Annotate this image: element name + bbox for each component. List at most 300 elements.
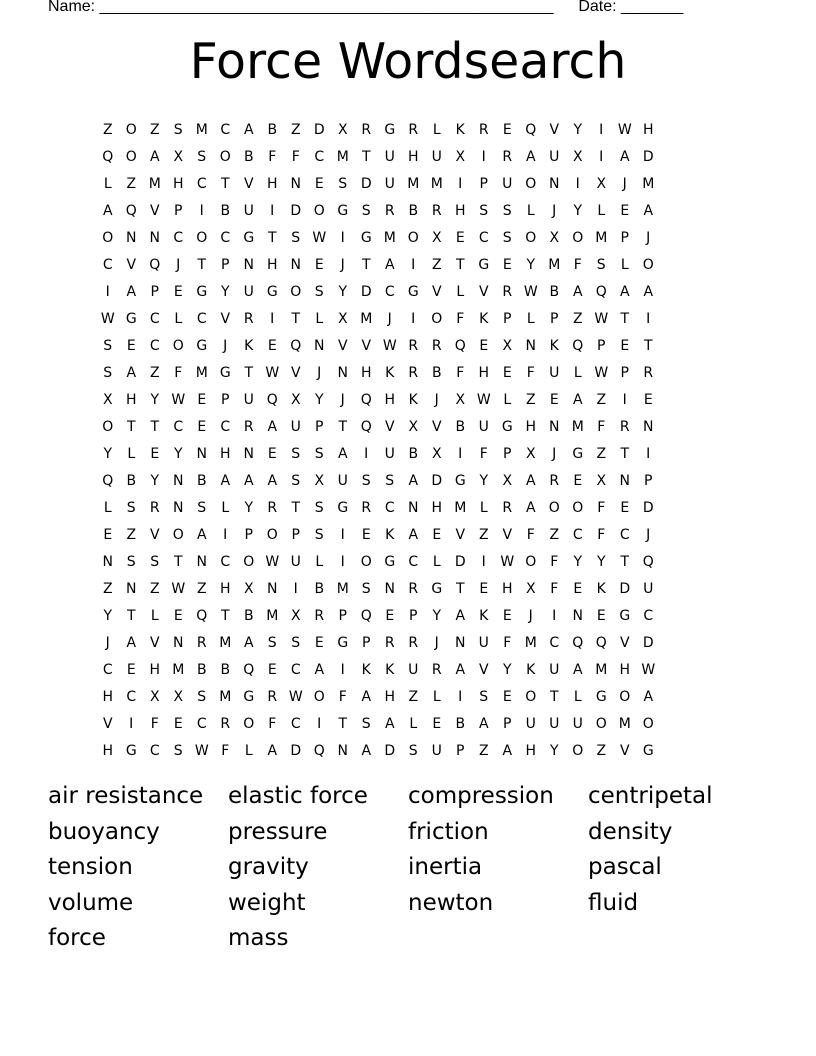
grid-letter[interactable]: G [196, 337, 208, 354]
grid-letter[interactable]: C [643, 607, 654, 624]
grid-letter[interactable]: G [384, 121, 396, 138]
grid-letter[interactable]: L [597, 202, 606, 219]
grid-letter[interactable]: W [594, 310, 609, 327]
grid-letter[interactable]: C [384, 499, 395, 516]
grid-letter[interactable]: R [314, 607, 325, 624]
grid-letter[interactable]: V [619, 742, 630, 759]
grid-letter[interactable]: P [338, 607, 347, 624]
grid-letter[interactable]: E [385, 607, 395, 624]
grid-letter[interactable]: F [526, 526, 535, 543]
grid-letter[interactable]: H [219, 445, 231, 462]
grid-letter[interactable]: E [267, 661, 277, 678]
grid-letter[interactable]: Z [572, 310, 583, 327]
grid-letter[interactable]: G [337, 499, 349, 516]
grid-letter[interactable]: P [503, 445, 512, 462]
grid-letter[interactable]: N [549, 175, 560, 192]
grid-letter[interactable]: V [290, 364, 301, 381]
grid-letter[interactable]: E [197, 391, 207, 408]
grid-letter[interactable]: T [291, 310, 301, 327]
grid-letter[interactable]: R [267, 499, 278, 516]
grid-letter[interactable]: Y [479, 472, 489, 489]
grid-letter[interactable]: E [267, 445, 277, 462]
grid-letter[interactable]: E [643, 391, 653, 408]
grid-letter[interactable]: I [199, 202, 204, 219]
grid-letter[interactable]: P [150, 283, 159, 300]
grid-letter[interactable]: O [290, 283, 302, 300]
grid-letter[interactable]: Y [573, 553, 583, 570]
grid-letter[interactable]: L [409, 715, 418, 732]
grid-letter[interactable]: X [243, 580, 254, 597]
grid-letter[interactable]: L [573, 364, 582, 381]
grid-letter[interactable]: S [385, 472, 395, 489]
grid-letter[interactable]: W [265, 364, 280, 381]
grid-letter[interactable]: J [434, 391, 439, 408]
grid-letter[interactable]: H [172, 175, 184, 192]
grid-letter[interactable]: L [573, 688, 582, 705]
grid-letter[interactable]: X [455, 391, 466, 408]
grid-letter[interactable]: V [337, 337, 348, 354]
grid-letter[interactable]: Z [149, 580, 160, 597]
grid-letter[interactable]: V [149, 202, 160, 219]
grid-letter[interactable]: X [314, 472, 325, 489]
grid-letter[interactable]: J [317, 364, 322, 381]
grid-letter[interactable]: E [620, 337, 630, 354]
grid-letter[interactable]: D [619, 580, 631, 597]
grid-letter[interactable]: C [102, 661, 113, 678]
grid-letter[interactable]: C [220, 418, 231, 435]
grid-letter[interactable]: M [172, 661, 185, 678]
grid-letter[interactable]: N [102, 553, 113, 570]
grid-letter[interactable]: Y [244, 499, 254, 516]
grid-letter[interactable]: T [267, 229, 277, 246]
grid-letter[interactable]: X [525, 445, 536, 462]
grid-letter[interactable]: Q [313, 742, 325, 759]
grid-letter[interactable]: X [525, 580, 536, 597]
grid-letter[interactable]: T [455, 580, 465, 597]
grid-letter[interactable]: D [360, 283, 372, 300]
grid-letter[interactable]: L [526, 202, 535, 219]
grid-letter[interactable]: P [362, 634, 371, 651]
grid-letter[interactable]: A [314, 661, 325, 678]
grid-letter[interactable]: A [243, 634, 254, 651]
grid-letter[interactable]: Y [150, 472, 160, 489]
grid-letter[interactable]: M [195, 121, 208, 138]
grid-letter[interactable]: N [126, 229, 137, 246]
grid-letter[interactable]: N [290, 256, 301, 273]
grid-letter[interactable]: T [620, 310, 630, 327]
grid-letter[interactable]: F [174, 364, 183, 381]
grid-letter[interactable]: A [361, 742, 372, 759]
grid-letter[interactable]: I [599, 148, 604, 165]
grid-letter[interactable]: E [479, 337, 489, 354]
grid-letter[interactable]: R [643, 364, 654, 381]
grid-letter[interactable]: V [102, 715, 113, 732]
grid-letter[interactable]: N [337, 742, 348, 759]
grid-letter[interactable]: G [125, 310, 137, 327]
grid-letter[interactable]: P [244, 526, 253, 543]
grid-letter[interactable]: R [220, 715, 231, 732]
grid-letter[interactable]: F [291, 148, 300, 165]
grid-letter[interactable]: N [384, 580, 395, 597]
grid-letter[interactable]: G [595, 688, 607, 705]
grid-letter[interactable]: M [407, 175, 420, 192]
grid-letter[interactable]: Q [290, 337, 302, 354]
grid-letter[interactable]: B [243, 607, 254, 624]
grid-letter[interactable]: P [620, 364, 629, 381]
grid-letter[interactable]: M [336, 580, 349, 597]
grid-letter[interactable]: E [502, 256, 512, 273]
grid-letter[interactable]: O [266, 526, 278, 543]
grid-letter[interactable]: Q [572, 634, 584, 651]
grid-letter[interactable]: Y [573, 121, 583, 138]
grid-letter[interactable]: Q [595, 283, 607, 300]
grid-letter[interactable]: X [596, 175, 607, 192]
grid-letter[interactable]: G [337, 202, 349, 219]
grid-letter[interactable]: X [455, 148, 466, 165]
grid-letter[interactable]: E [103, 526, 113, 543]
grid-letter[interactable]: B [455, 715, 466, 732]
grid-letter[interactable]: M [360, 310, 373, 327]
grid-letter[interactable]: R [361, 121, 372, 138]
grid-letter[interactable]: Z [596, 742, 607, 759]
grid-letter[interactable]: V [243, 175, 254, 192]
grid-letter[interactable]: T [620, 553, 630, 570]
grid-letter[interactable]: A [643, 283, 654, 300]
grid-letter[interactable]: I [458, 445, 463, 462]
grid-letter[interactable]: P [315, 418, 324, 435]
grid-letter[interactable]: A [408, 526, 419, 543]
grid-letter[interactable]: I [105, 283, 110, 300]
grid-letter[interactable]: M [524, 634, 537, 651]
grid-letter[interactable]: A [619, 148, 630, 165]
grid-letter[interactable]: X [549, 229, 560, 246]
grid-letter[interactable]: V [549, 121, 560, 138]
grid-letter[interactable]: D [431, 472, 443, 489]
grid-letter[interactable]: A [455, 661, 466, 678]
grid-letter[interactable]: S [361, 580, 371, 597]
grid-letter[interactable]: O [525, 553, 537, 570]
grid-letter[interactable]: S [197, 688, 207, 705]
grid-letter[interactable]: W [171, 580, 186, 597]
grid-letter[interactable]: W [500, 553, 515, 570]
grid-letter[interactable]: H [431, 499, 443, 516]
grid-letter[interactable]: X [596, 472, 607, 489]
grid-letter[interactable]: F [597, 526, 606, 543]
grid-letter[interactable]: A [572, 391, 583, 408]
grid-letter[interactable]: P [221, 256, 230, 273]
grid-letter[interactable]: S [197, 148, 207, 165]
grid-letter[interactable]: G [243, 229, 255, 246]
grid-letter[interactable]: G [642, 742, 654, 759]
grid-letter[interactable]: O [595, 715, 607, 732]
grid-letter[interactable]: T [197, 256, 207, 273]
grid-letter[interactable]: J [552, 445, 557, 462]
grid-letter[interactable]: A [502, 742, 513, 759]
grid-letter[interactable]: Z [478, 526, 489, 543]
grid-letter[interactable]: A [455, 607, 466, 624]
grid-letter[interactable]: T [361, 256, 371, 273]
grid-letter[interactable]: C [619, 526, 630, 543]
grid-letter[interactable]: E [432, 715, 442, 732]
grid-letter[interactable]: R [619, 418, 630, 435]
grid-letter[interactable]: Q [243, 661, 255, 678]
grid-letter[interactable]: I [129, 715, 134, 732]
grid-letter[interactable]: B [126, 472, 137, 489]
grid-letter[interactable]: S [338, 175, 348, 192]
grid-letter[interactable]: X [502, 472, 513, 489]
grid-letter[interactable]: V [478, 661, 489, 678]
grid-letter[interactable]: Q [454, 337, 466, 354]
grid-letter[interactable]: Z [431, 256, 442, 273]
grid-letter[interactable]: P [291, 526, 300, 543]
grid-letter[interactable]: U [549, 364, 560, 381]
grid-letter[interactable]: E [173, 283, 183, 300]
grid-letter[interactable]: K [361, 661, 371, 678]
grid-letter[interactable]: Y [338, 283, 348, 300]
grid-letter[interactable]: S [502, 202, 512, 219]
grid-letter[interactable]: C [102, 256, 113, 273]
grid-letter[interactable]: S [173, 742, 183, 759]
grid-letter[interactable]: R [431, 202, 442, 219]
grid-letter[interactable]: S [291, 229, 301, 246]
grid-letter[interactable]: F [597, 418, 606, 435]
grid-letter[interactable]: F [456, 310, 465, 327]
grid-letter[interactable]: I [646, 310, 651, 327]
grid-letter[interactable]: B [196, 472, 207, 489]
grid-letter[interactable]: D [384, 742, 396, 759]
grid-letter[interactable]: M [195, 364, 208, 381]
grid-letter[interactable]: T [220, 607, 230, 624]
grid-letter[interactable]: Z [102, 121, 113, 138]
grid-letter[interactable]: C [149, 742, 160, 759]
grid-letter[interactable]: C [173, 229, 184, 246]
grid-letter[interactable]: Z [596, 445, 607, 462]
grid-letter[interactable]: S [126, 499, 136, 516]
grid-letter[interactable]: F [526, 364, 535, 381]
grid-letter[interactable]: G [478, 256, 490, 273]
grid-letter[interactable]: I [293, 580, 298, 597]
grid-letter[interactable]: L [315, 310, 324, 327]
grid-letter[interactable]: C [408, 553, 419, 570]
grid-letter[interactable]: S [479, 202, 489, 219]
grid-letter[interactable]: A [408, 472, 419, 489]
grid-letter[interactable]: I [411, 256, 416, 273]
grid-letter[interactable]: H [384, 391, 396, 408]
grid-letter[interactable]: E [126, 337, 136, 354]
grid-letter[interactable]: W [171, 391, 186, 408]
grid-letter[interactable]: G [243, 688, 255, 705]
grid-letter[interactable]: Y [150, 391, 160, 408]
grid-letter[interactable]: A [337, 445, 348, 462]
grid-letter[interactable]: S [314, 445, 324, 462]
grid-letter[interactable]: O [102, 229, 114, 246]
grid-letter[interactable]: F [573, 256, 582, 273]
grid-letter[interactable]: R [502, 283, 513, 300]
grid-letter[interactable]: O [619, 688, 631, 705]
grid-letter[interactable]: W [476, 391, 491, 408]
grid-letter[interactable]: M [383, 229, 396, 246]
grid-letter[interactable]: Q [125, 202, 137, 219]
grid-letter[interactable]: X [173, 688, 184, 705]
grid-letter[interactable]: B [455, 418, 466, 435]
grid-letter[interactable]: Q [360, 391, 372, 408]
grid-letter[interactable]: H [149, 661, 161, 678]
grid-letter[interactable]: C [384, 283, 395, 300]
grid-letter[interactable]: I [411, 310, 416, 327]
grid-letter[interactable]: A [572, 283, 583, 300]
grid-letter[interactable]: C [478, 229, 489, 246]
grid-letter[interactable]: A [478, 715, 489, 732]
grid-letter[interactable]: Z [478, 742, 489, 759]
grid-letter[interactable]: Y [103, 607, 113, 624]
grid-letter[interactable]: Z [196, 580, 207, 597]
grid-letter[interactable]: T [549, 688, 559, 705]
grid-letter[interactable]: L [479, 499, 488, 516]
grid-letter[interactable]: V [149, 634, 160, 651]
grid-letter[interactable]: W [641, 661, 656, 678]
grid-letter[interactable]: O [525, 229, 537, 246]
grid-letter[interactable]: N [196, 445, 207, 462]
grid-letter[interactable]: A [102, 202, 113, 219]
grid-letter[interactable]: J [646, 229, 651, 246]
grid-letter[interactable]: X [173, 148, 184, 165]
grid-letter[interactable]: K [408, 391, 418, 408]
grid-letter[interactable]: L [221, 499, 230, 516]
grid-letter[interactable]: E [573, 580, 583, 597]
grid-letter[interactable]: T [338, 418, 348, 435]
grid-letter[interactable]: A [126, 364, 137, 381]
grid-letter[interactable]: O [219, 148, 231, 165]
grid-letter[interactable]: U [431, 148, 442, 165]
grid-letter[interactable]: Q [266, 391, 278, 408]
grid-letter[interactable]: L [432, 121, 441, 138]
grid-letter[interactable]: R [149, 499, 160, 516]
grid-letter[interactable]: D [642, 148, 654, 165]
grid-letter[interactable]: T [455, 256, 465, 273]
grid-letter[interactable]: R [361, 499, 372, 516]
grid-letter[interactable]: W [312, 229, 327, 246]
grid-letter[interactable]: G [407, 283, 419, 300]
grid-letter[interactable]: K [596, 580, 606, 597]
grid-letter[interactable]: R [502, 148, 513, 165]
grid-letter[interactable]: R [408, 337, 419, 354]
grid-letter[interactable]: G [431, 580, 443, 597]
grid-letter[interactable]: F [550, 553, 559, 570]
grid-letter[interactable]: F [456, 364, 465, 381]
grid-letter[interactable]: H [454, 202, 466, 219]
grid-letter[interactable]: E [361, 526, 371, 543]
grid-letter[interactable]: Z [408, 688, 419, 705]
grid-letter[interactable]: R [502, 499, 513, 516]
grid-letter[interactable]: G [384, 553, 396, 570]
grid-letter[interactable]: O [572, 742, 584, 759]
grid-letter[interactable]: T [150, 418, 160, 435]
grid-letter[interactable]: P [620, 229, 629, 246]
grid-letter[interactable]: H [266, 256, 278, 273]
grid-letter[interactable]: H [619, 661, 631, 678]
grid-letter[interactable]: U [572, 715, 583, 732]
grid-letter[interactable]: C [196, 715, 207, 732]
grid-letter[interactable]: S [361, 202, 371, 219]
grid-letter[interactable]: U [408, 661, 419, 678]
grid-letter[interactable]: E [455, 229, 465, 246]
grid-letter[interactable]: T [338, 715, 348, 732]
grid-letter[interactable]: N [408, 499, 419, 516]
date-field[interactable]: _______ [621, 0, 684, 15]
grid-letter[interactable]: Y [549, 742, 559, 759]
grid-letter[interactable]: H [360, 364, 372, 381]
grid-letter[interactable]: Y [220, 283, 230, 300]
grid-letter[interactable]: I [317, 715, 322, 732]
grid-letter[interactable]: N [173, 472, 184, 489]
grid-letter[interactable]: T [173, 553, 183, 570]
grid-letter[interactable]: B [549, 283, 560, 300]
grid-letter[interactable]: N [643, 418, 654, 435]
grid-letter[interactable]: Q [360, 607, 372, 624]
grid-letter[interactable]: T [126, 607, 136, 624]
grid-letter[interactable]: R [408, 580, 419, 597]
grid-letter[interactable]: A [619, 283, 630, 300]
grid-letter[interactable]: O [313, 202, 325, 219]
grid-letter[interactable]: M [430, 175, 443, 192]
grid-letter[interactable]: J [340, 256, 345, 273]
grid-letter[interactable]: H [266, 175, 278, 192]
grid-letter[interactable]: M [219, 634, 232, 651]
grid-letter[interactable]: L [103, 175, 112, 192]
grid-letter[interactable]: V [384, 418, 395, 435]
grid-letter[interactable]: O [525, 688, 537, 705]
grid-letter[interactable]: H [102, 688, 114, 705]
grid-letter[interactable]: R [408, 121, 419, 138]
grid-letter[interactable]: U [431, 742, 442, 759]
grid-letter[interactable]: F [503, 634, 512, 651]
grid-letter[interactable]: Z [126, 526, 137, 543]
grid-letter[interactable]: G [125, 742, 137, 759]
grid-letter[interactable]: M [595, 661, 608, 678]
grid-letter[interactable]: F [221, 742, 230, 759]
grid-letter[interactable]: G [266, 283, 278, 300]
grid-letter[interactable]: A [243, 121, 254, 138]
grid-letter[interactable]: T [643, 337, 653, 354]
grid-letter[interactable]: N [572, 607, 583, 624]
grid-letter[interactable]: S [150, 553, 160, 570]
grid-letter[interactable]: C [572, 526, 583, 543]
grid-letter[interactable]: S [596, 256, 606, 273]
grid-letter[interactable]: D [642, 499, 654, 516]
grid-letter[interactable]: S [126, 553, 136, 570]
grid-letter[interactable]: K [526, 661, 536, 678]
grid-letter[interactable]: K [549, 337, 559, 354]
grid-letter[interactable]: U [243, 283, 254, 300]
grid-letter[interactable]: V [361, 337, 372, 354]
grid-letter[interactable]: E [173, 715, 183, 732]
grid-letter[interactable]: O [313, 688, 325, 705]
grid-letter[interactable]: R [196, 634, 207, 651]
grid-letter[interactable]: G [196, 283, 208, 300]
grid-letter[interactable]: V [478, 283, 489, 300]
grid-letter[interactable]: R [243, 418, 254, 435]
grid-letter[interactable]: C [149, 310, 160, 327]
grid-letter[interactable]: O [525, 175, 537, 192]
grid-letter[interactable]: B [196, 661, 207, 678]
grid-letter[interactable]: A [525, 148, 536, 165]
grid-letter[interactable]: S [291, 445, 301, 462]
grid-letter[interactable]: W [382, 337, 397, 354]
grid-letter[interactable]: Y [314, 391, 324, 408]
grid-letter[interactable]: Z [149, 364, 160, 381]
grid-letter[interactable]: C [126, 688, 137, 705]
grid-letter[interactable]: J [387, 310, 392, 327]
